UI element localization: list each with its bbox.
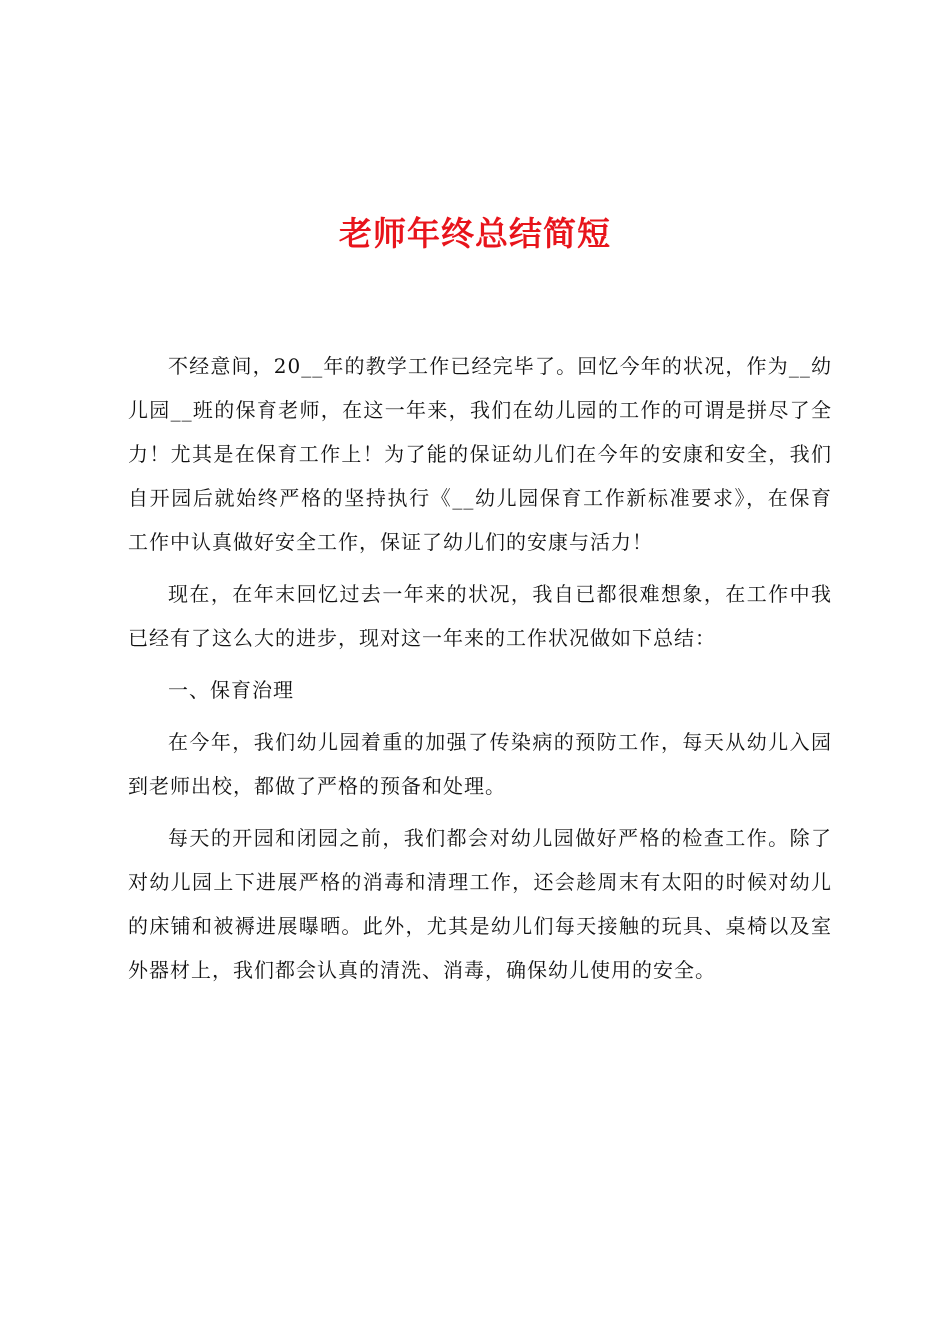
paragraph-intro: 不经意间，20__年的教学工作已经完毕了。回忆今年的状况，作为__幼儿园__班的保育老师，在这一年来，我们在幼儿园的工作的可谓是拼尽了全力！尤其是在保育工作上！为了能的保证幼儿们在今年的安康和安全，我们自开园后就始终严格的坚持执行《__幼儿园保育工作新标准要求》，在保育工作中认真做好安全工作，保证了幼儿们的安康与活力！ <box>128 354 832 554</box>
document-title: 老师年终总结简短 <box>339 214 611 253</box>
paragraph-summary-lead: 现在，在年末回忆过去一年来的状况，我自已都很难想象，在工作中我已经有了这么大的进步，现对这一年来的工作状况做如下总结： <box>128 582 832 650</box>
section-heading-care-management: 一、保育治理 <box>168 678 294 702</box>
paragraph-disease-prevention: 在今年，我们幼儿园着重的加强了传染病的预防工作，每天从幼儿入园到老师出校，都做了严格的预备和处理。 <box>128 730 832 798</box>
document-body <box>128 344 832 1000</box>
paragraph-daily-inspection: 每天的开园和闭园之前，我们都会对幼儿园做好严格的检查工作。除了对幼儿园上下进展严格的消毒和清理工作，还会趁周末有太阳的时候对幼儿的床铺和被褥进展曝晒。此外，尤其是幼儿们每天接触的玩具、桌椅以及室外器材上，我们都会认真的清洗、消毒，确保幼儿使用的安全。 <box>128 826 832 982</box>
